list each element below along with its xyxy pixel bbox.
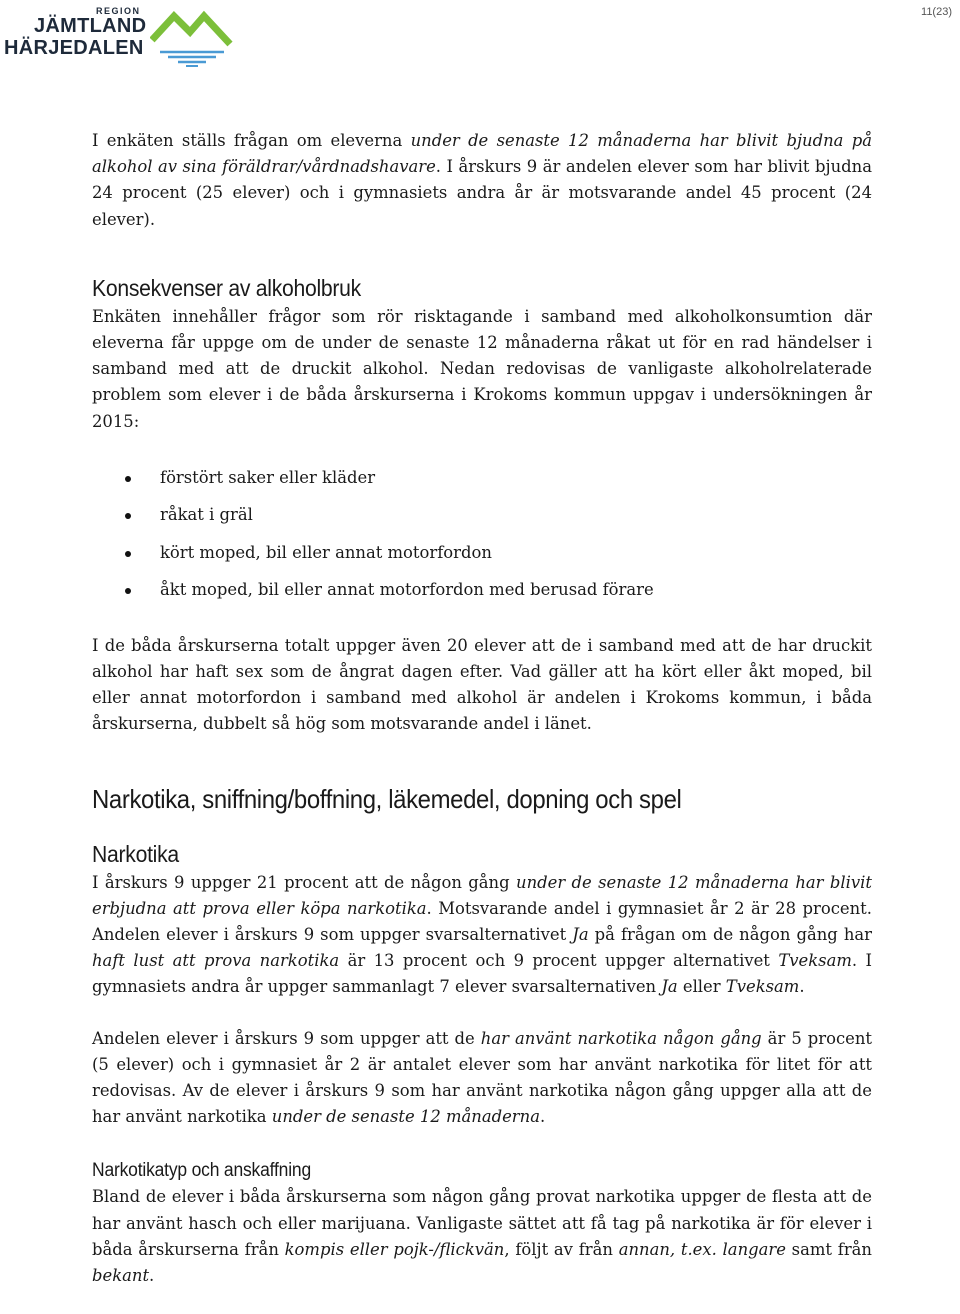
page-number: 11(23) [921,6,952,18]
narkotikatyp-paragraph: Bland de elever i båda årskurserna som någon gång provat narkotika uppger de flesta att de har använt hasch och eller marijuana. Vanligaste sättet att få tag på narkotika är för elever i båda årskurserna från kompis eller pojk-/flickvän, följt av från annan, t.ex. langare samt från bekant. [92,1187,872,1286]
list-item: kört moped, bil eller annat motorfordon [92,534,872,572]
heading-narkotikatyp: Narkotikatyp och anskaffning [92,1160,311,1182]
narkotika-paragraph-1: I årskurs 9 uppger 21 procent att de någon gång under de senaste 12 månaderna har blivit erbjudna att prova eller köpa narkotika. Motsvarande andel i gymnasiet år 2 är 28 procent. Andelen elever i årskurs 9 som uppger svarsalternativet Ja på frågan om de någon gång har haft lust att prova narkotika är 13 procent och 9 procent uppger alternativet Tveksam. I gymnasiets andra år uppger sammanlagt 7 elever svarsalternativen Ja eller Tveksam. [92,872,873,997]
logo-region-label: REGION [96,6,141,16]
logo-line-harjedalen: HÄRJEDALEN [4,37,144,59]
konsekvenser-paragraph-2: I de båda årskurserna totalt uppger även 20 elever att de i samband med att de har druckit alkohol har haft sex som de ångrat dagen efter. Vad gäller att ha kört eller åkt moped, bil eller annat motorfordon i samband med alkohol är andelen i Krokoms kommun, i båda årskurserna, dubbelt så hög som motsvarande andel i länet. [92,635,872,734]
bullet-icon [125,513,131,519]
page-content [92,128,872,1289]
problem-list [92,459,872,609]
heading-konsekvenser: Konsekvenser av alkoholbruk [92,274,361,301]
mountain-logo-icon [150,8,234,68]
konsekvenser-paragraph: Enkäten innehåller frågor som rör risktagande i samband med alkoholkonsumtion där eleverna får uppge om de under de senaste 12 månaderna råkat ut för en rad händelser i samband med att de druckit alkohol. Nedan redovisas de vanligaste alkoholrelaterade problem som elever i de båda årskurserna i Krokoms kommun uppgav i undersökningen år 2015: [92,306,872,431]
region-logo [4,4,239,66]
section-heading-narkotika-spel: Narkotika, sniffning/boffning, läkemedel, dopning och spel [92,783,682,814]
intro-paragraph: I enkäten ställs frågan om eleverna under de senaste 12 månaderna har blivit bjudna på alkohol av sina föräldrar/vårdnadshavare. I årskurs 9 är andelen elever som har blivit bjudna 24 procent (25 elever) och i gymnasiets andra år är motsvarande andel 45 procent (24 elever). [92,131,872,229]
bullet-icon [125,551,131,557]
heading-narkotika: Narkotika [92,840,179,867]
bullet-icon [125,588,131,594]
list-item: åkt moped, bil eller annat motorfordon med berusad förare [92,571,872,609]
logo-line-jamtland: JÄMTLAND [34,15,147,37]
list-item: råkat i gräl [92,496,872,534]
narkotika-paragraph-2: Andelen elever i årskurs 9 som uppger att de har använt narkotika någon gång är 5 procent (5 elever) och i gymnasiet år 2 är antalet elever som har använt narkotika för litet för att redovisas. Av de elever i årskurs 9 som har använt narkotika någon gång uppger alla att de har använt narkotika under de senaste 12 månaderna. [92,1028,872,1127]
bullet-icon [125,476,131,482]
list-item: förstört saker eller kläder [92,459,872,497]
